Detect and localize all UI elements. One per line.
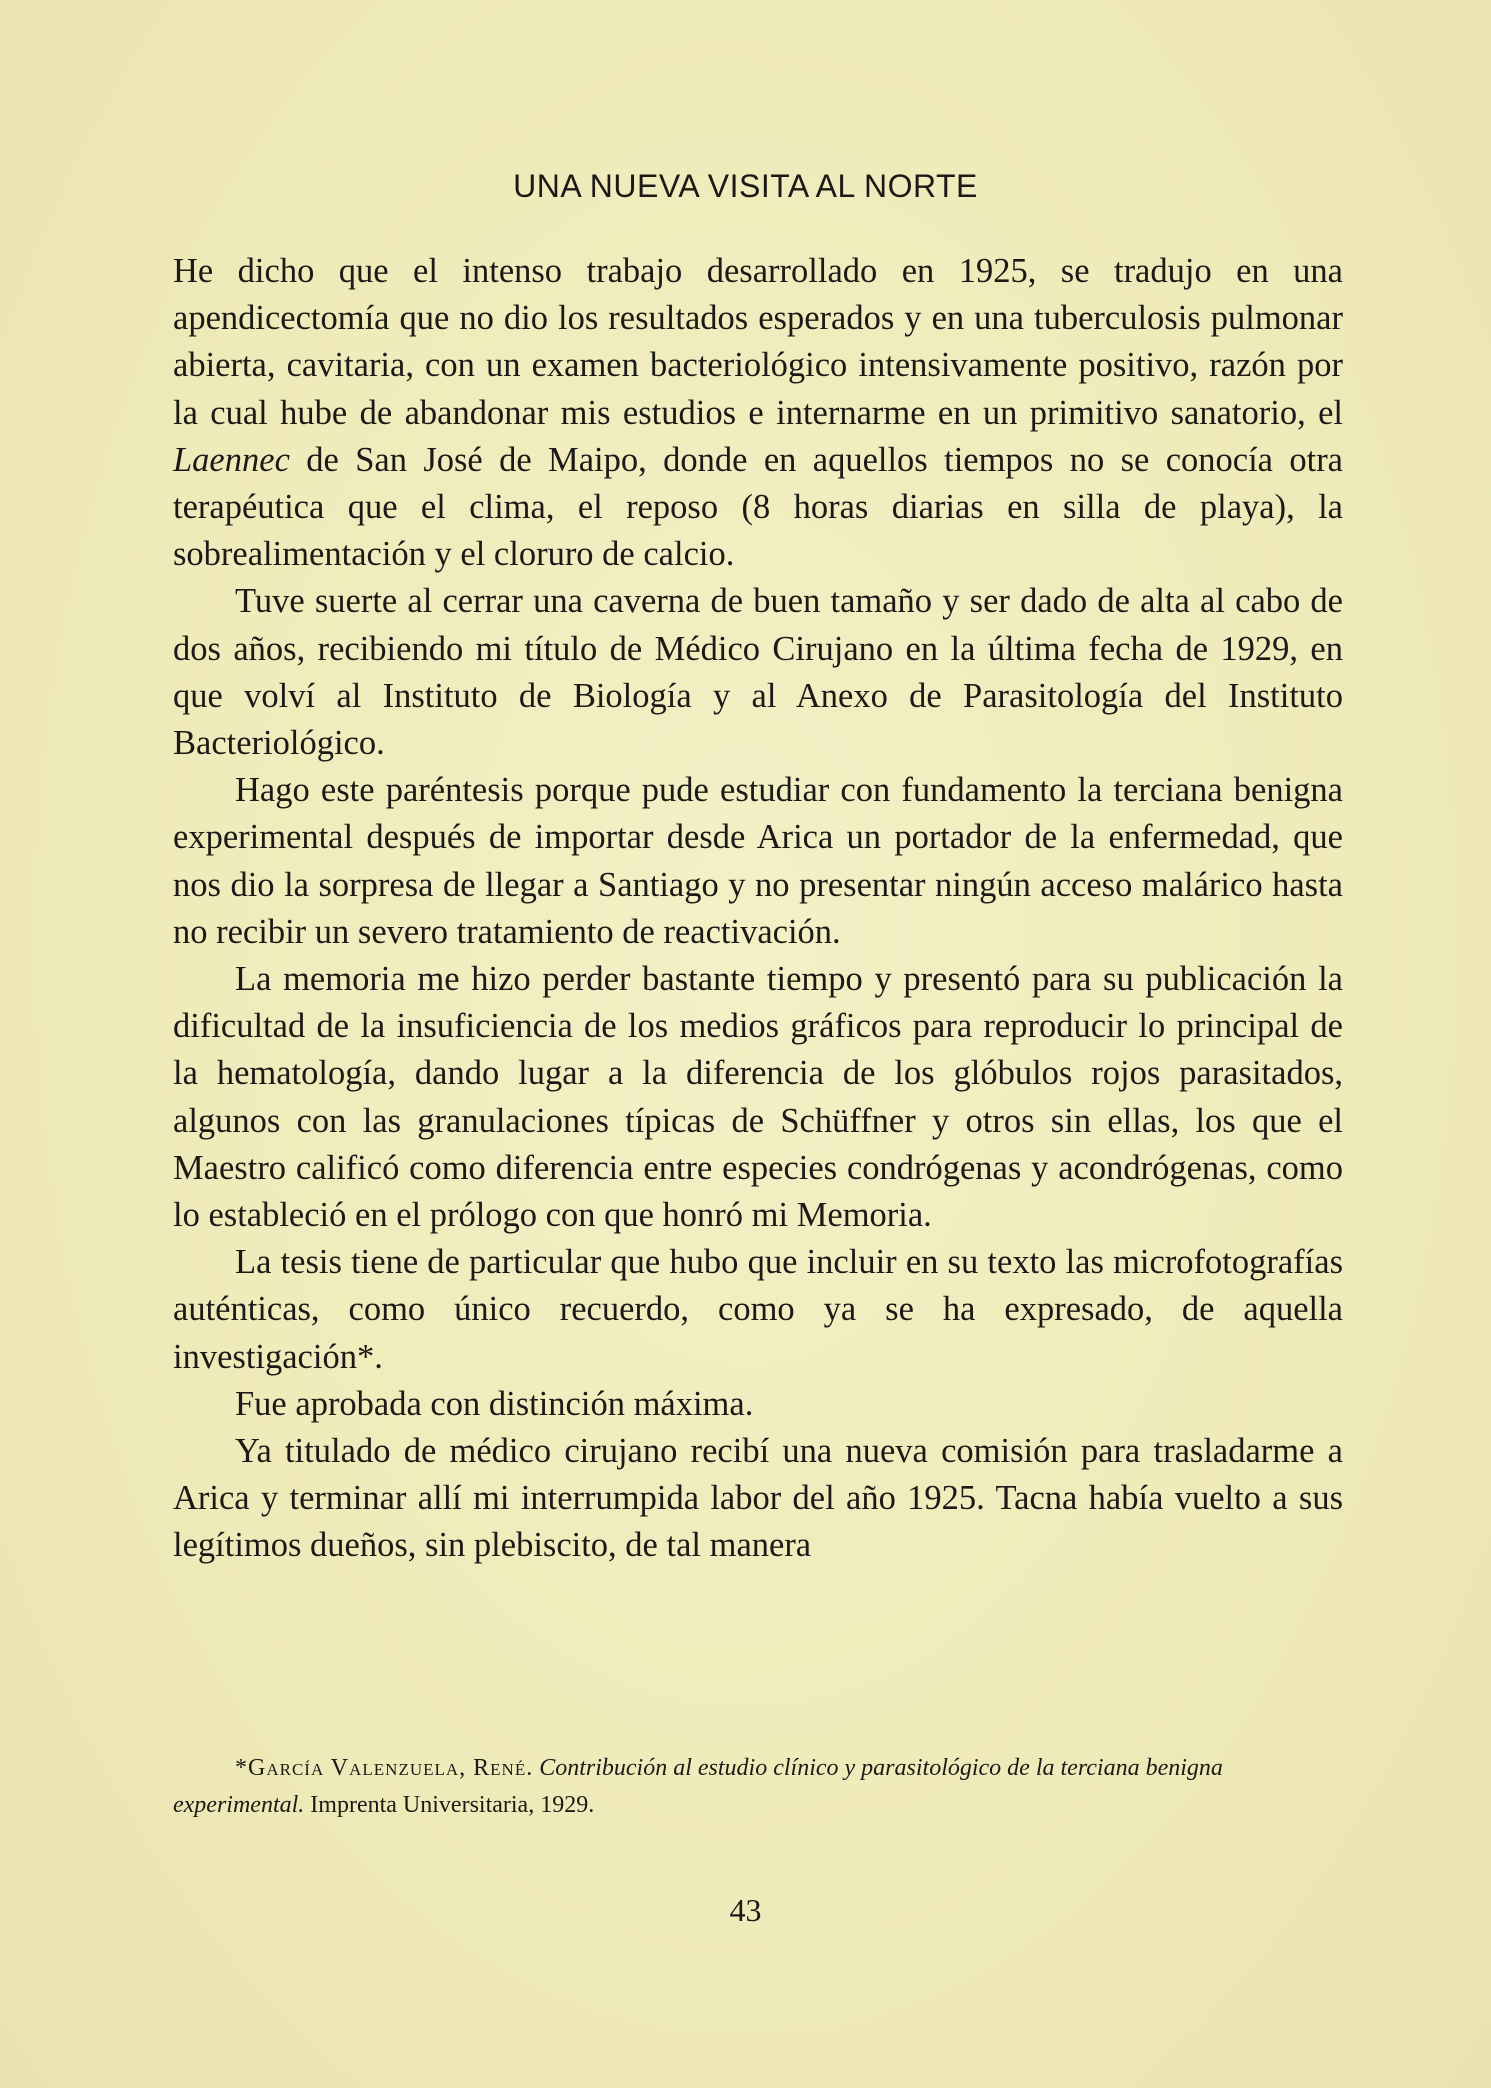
footnote-title: Contribución al estudio clínico y parasitológico de la terciana benigna experimental. [173,1755,1223,1818]
footnote-publisher: Imprenta Universitaria, 1929. [310,1792,595,1818]
footnote [173,1750,1343,1824]
paragraph-1-text-a: He dicho que el intenso trabajo desarrollado en 1925, se tradujo en una apendicectomía que no dio los resultados esperados y en una tuberculosis pulmonar abierta, cavitaria, con un examen bacteriológico intensivamente positivo, razón por la cual hube de abandonar mis estudios e internarme en un primitivo sanatorio, el [173,252,1343,432]
page-number: 43 [729,1892,762,1928]
footnote-author: *García Valenzuela, René. [235,1755,534,1781]
paragraph-6: Fue aprobada con distinción máxima. [235,1384,754,1423]
paragraph-2: Tuve suerte al cerrar una caverna de buen tamaño y ser dado de alta al cabo de dos años, recibiendo mi título de Médico Cirujano en la última fecha de 1929, en que volví al Instituto de Biología y al Anexo de Parasitología del Instituto Bacteriológico. [173,582,1343,763]
paragraph-5: La tesis tiene de particular que hubo que incluir en su texto las microfotografías auténticas, como único recuerdo, como ya se ha expresado, de aquella investigación*. [173,1243,1343,1376]
body-text [173,248,1343,1570]
paragraph-7: Ya titulado de médico cirujano recibí una nueva comisión para trasladarme a Arica y terminar allí mi interrumpida labor del año 1925. Tacna había vuelto a sus legítimos dueños, sin plebiscito, de tal manera [173,1432,1343,1565]
paragraph-3: Hago este paréntesis porque pude estudiar con fundamento la terciana benigna experimental después de importar desde Arica un portador de la enfermedad, que nos dio la sorpresa de llegar a Santiago y no presentar ningún acceso malárico hasta no recibir un severo tratamiento de reactivación. [173,771,1343,951]
paragraph-1-text-b: de San José de Maipo, donde en aquellos tiempos no se conocía otra terapéutica que el clima, el reposo (8 horas diarias en silla de playa), la sobrealimentación y el cloruro de calcio. [173,440,1343,574]
paragraph-1 [173,248,1343,578]
paragraph-4: La memoria me hizo perder bastante tiempo y presentó para su publicación la dificultad de la insuficiencia de los medios gráficos para reproducir lo principal de la hematología, dando lugar a la diferencia de los glóbulos rojos parasitados, algunos con las granulaciones típicas de Schüffner y otros sin ellas, los que el Maestro calificó como diferencia entre especies condrógenas y acondrógenas, como lo estableció en el prólogo con que honró mi Memoria. [173,960,1343,1235]
running-title: UNA NUEVA VISITA AL NORTE [513,168,978,204]
sanatorium-name: Laennec [173,440,290,479]
